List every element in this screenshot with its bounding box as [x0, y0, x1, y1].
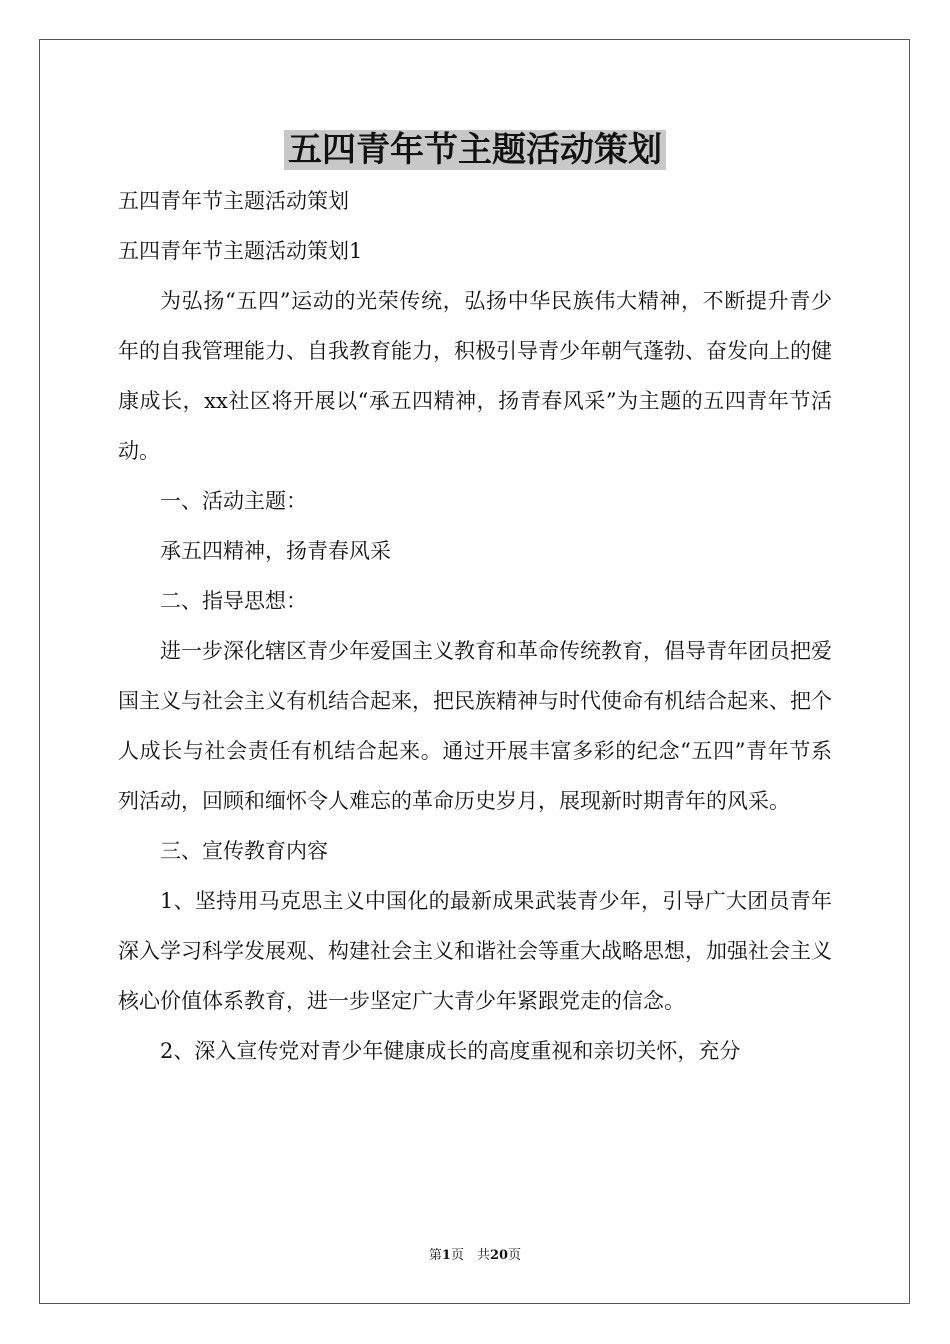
- footer-page-mid: 页 共: [450, 1248, 490, 1263]
- subtitle-line-1: 五四青年节主题活动策划: [118, 189, 349, 213]
- page-footer: [0, 1246, 950, 1266]
- paragraph-content-2: 2、深入宣传党对青少年健康成长的高度重视和亲切关怀，充分: [160, 1039, 741, 1063]
- document-body: [118, 176, 832, 1076]
- paragraph-intro: 为弘扬“五四”运动的光荣传统，弘扬中华民族伟大精神，不断提升青少年的自我管理能力、自我教育能力，积极引导青少年朝气蓬勃、奋发向上的健康成长，xx社区将开展以“承五四精神，扬青春风采”为主题的五四青年节活动。: [118, 289, 832, 463]
- footer-page-current: 1: [441, 1248, 451, 1263]
- section-heading-guidance: 二、指导思想：: [160, 589, 307, 613]
- footer-page-total: 20: [489, 1248, 509, 1263]
- section-heading-content: 三、宣传教育内容: [160, 839, 328, 863]
- paragraph-guidance: 进一步深化辖区青少年爱国主义教育和革命传统教育，倡导青年团员把爱国主义与社会主义有机结合起来，把民族精神与时代使命有机结合起来、把个人成长与社会责任有机结合起来。通过开展丰富多彩的纪念“五四”青年节系列活动，回顾和缅怀令人难忘的革命历史岁月，展现新时期青年的风采。: [118, 639, 833, 813]
- section-heading-theme: 一、活动主题：: [160, 489, 307, 513]
- document-title: [0, 126, 950, 174]
- footer-page-prefix: 第: [428, 1248, 442, 1263]
- paragraph-theme: 承五四精神，扬青春风采: [160, 539, 391, 563]
- paragraph-content-1: 1、坚持用马克思主义中国化的最新成果武装青少年，引导广大团员青年深入学习科学发展观、构建社会主义和谐社会等重大战略思想，加强社会主义核心价值体系教育，进一步坚定广大青少年紧跟党走的信念。: [118, 889, 832, 1013]
- footer-page-suffix: 页: [508, 1248, 522, 1263]
- document-title-text: 五四青年节主题活动策划: [284, 130, 666, 170]
- subtitle-line-2: 五四青年节主题活动策划1: [118, 239, 363, 263]
